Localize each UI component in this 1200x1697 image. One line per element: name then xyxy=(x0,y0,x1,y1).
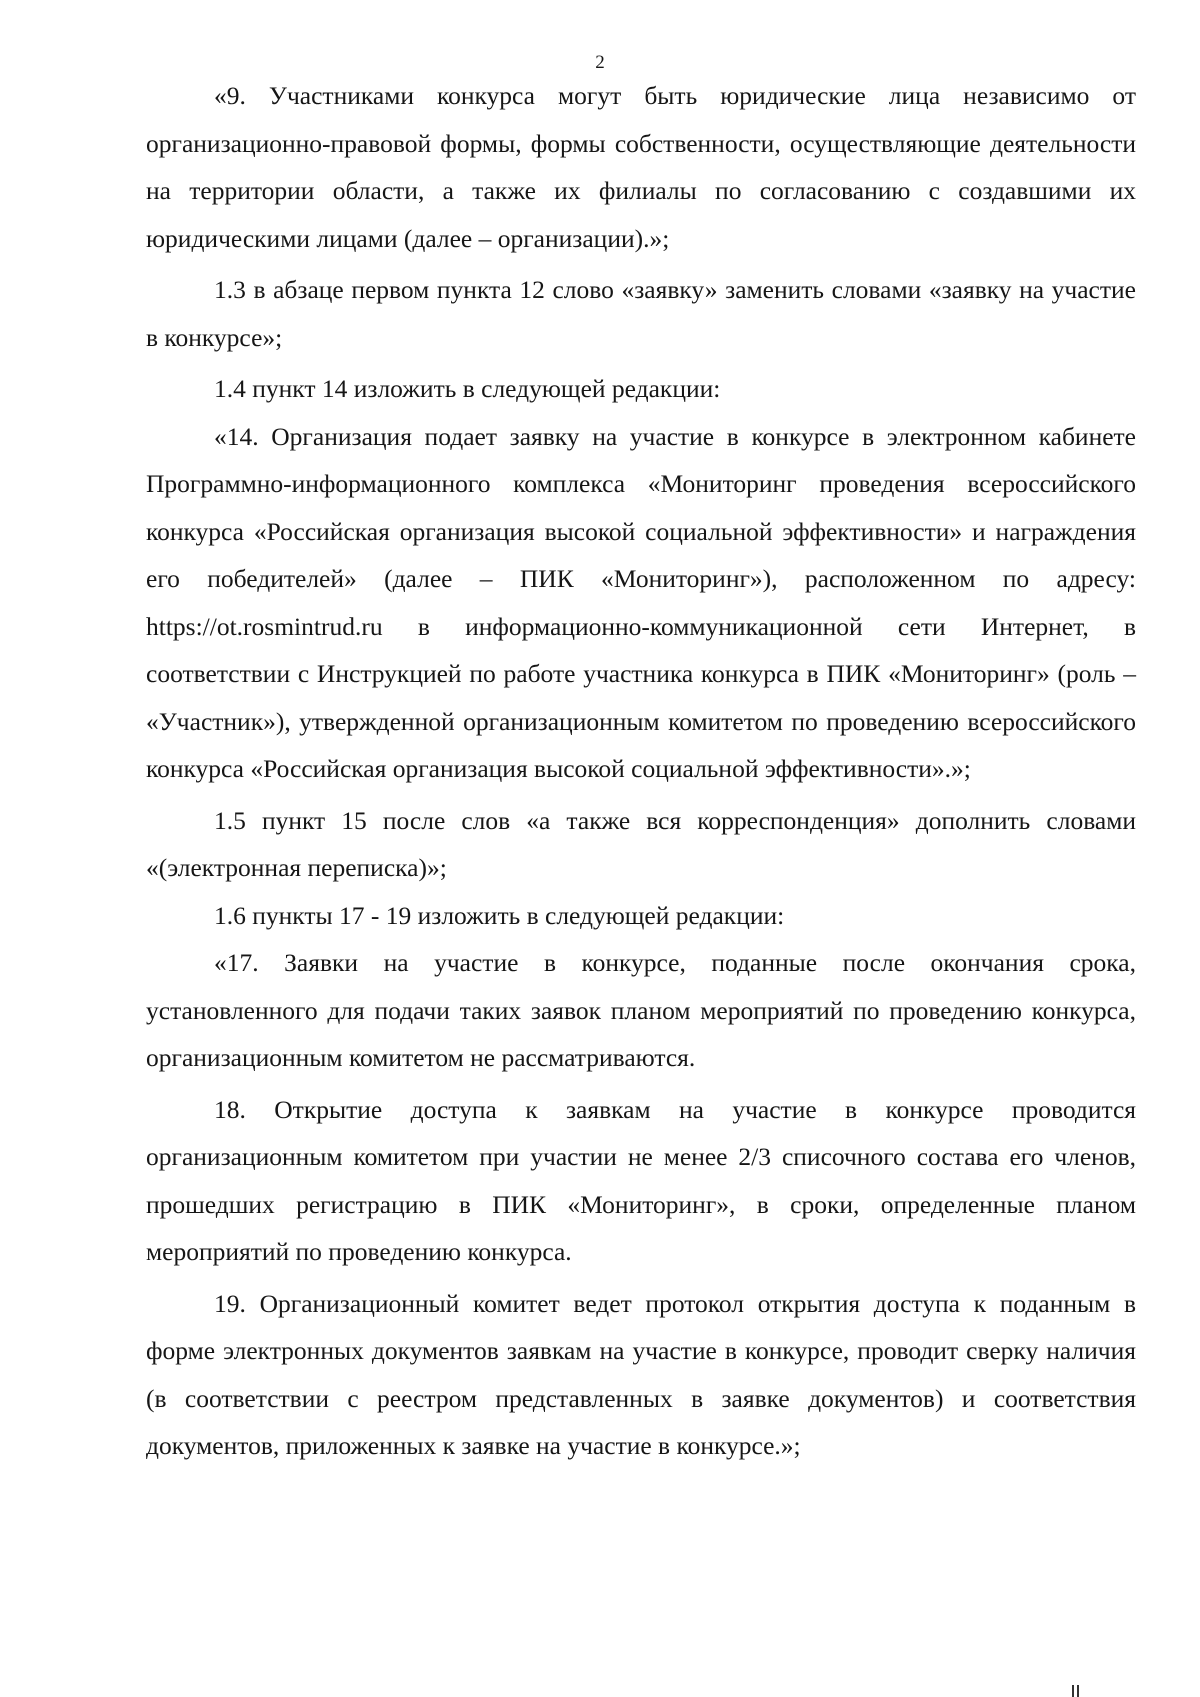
paragraph-amendment-1-4: 1.4 пункт 14 изложить в следующей редакции: xyxy=(214,374,721,403)
page-number: 2 xyxy=(595,52,605,73)
paragraph-amendment-1-6: 1.6 пункты 17 - 19 изложить в следующей редакции: xyxy=(214,900,785,930)
paragraph-item-14: «14. Организация подает заявку на участие в конкурсе в электронном кабинете Программно-информационного комплекса «Мониторинг проведения всероссийского конкурса «Российская организация высокой социальной эффективности» и награждения его победителей» (далее – ПИК «Мониторинг»), расположенном по адресу: https://ot.rosmintrud.ru в информационно-коммуникационной сети Интернет, в соответствии с Инструкцией по работе участника конкурса в ПИК «Мониторинг» (роль – «Участник»), утвержденной организационным комитетом по проведению всероссийского конкурса «Российская организация высокой социальной эффективности».»; xyxy=(146,421,1136,783)
document-body xyxy=(146,72,1136,1470)
paragraph-item-19: 19. Организационный комитет ведет протокол открытия доступа к поданным в форме электронных документов заявкам на участие в конкурсе, проводит сверку наличия (в соответствии с реестром представленных в заявке документов) и соответствия документов, приложенных к заявке на участие в конкурсе.»; xyxy=(146,1288,1136,1460)
paragraph-amendment-1-5: 1.5 пункт 15 после слов «а также вся корреспонденция» дополнить словами «(электронная переписка)»; xyxy=(146,805,1136,882)
paragraph-amendment-1-3: 1.3 в абзаце первом пункта 12 слово «заявку» заменить словами «заявку на участие в конкурсе»; xyxy=(146,275,1136,352)
paragraph-item-9: «9. Участниками конкурса могут быть юридические лица независимо от организационно-правовой формы, формы собственности, осуществляющие деятельности на территории области, а также их филиалы по согласованию с создавшими их юридическими лицами (далее – организации).»; xyxy=(146,81,1136,253)
paragraph-item-17: «17. Заявки на участие в конкурсе, поданные после окончания срока, установленного для подачи таких заявок планом мероприятий по проведению конкурса, организационным комитетом не рассматриваются. xyxy=(146,948,1136,1072)
scan-edge-marks xyxy=(1070,1682,1084,1697)
paragraph-item-18: 18. Открытие доступа к заявкам на участие в конкурсе проводится организационным комитетом при участии не менее 2/3 списочного состава его членов, прошедших регистрацию в ПИК «Мониторинг», в сроки, определенные планом мероприятий по проведению конкурса. xyxy=(146,1094,1136,1266)
